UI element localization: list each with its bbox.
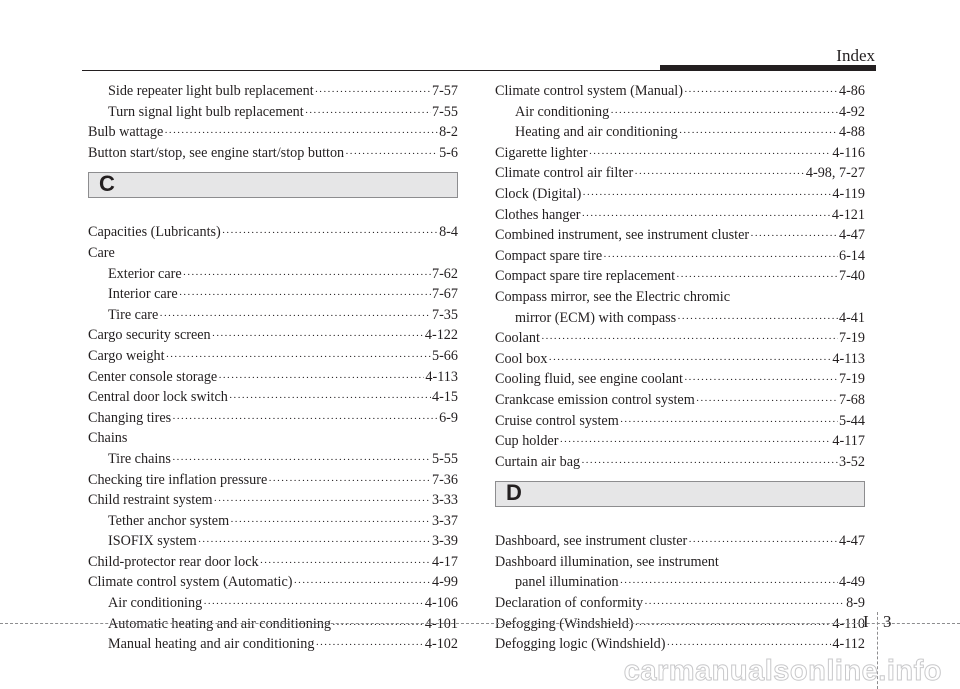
index-entry-page: 7-40 — [838, 268, 865, 285]
index-entry-label: mirror (ECM) with compass — [515, 309, 677, 326]
index-entry-label: Capacities (Lubricants) — [88, 224, 221, 241]
dot-leader — [172, 450, 431, 471]
index-entry — [495, 452, 865, 473]
index-entry-page: 8-9 — [846, 595, 865, 612]
index-entry-label: Interior care — [108, 286, 178, 303]
dot-leader — [582, 206, 831, 227]
dot-leader — [166, 347, 431, 368]
index-entry-page: 5-44 — [838, 412, 865, 429]
index-entry-label: Chains — [88, 430, 128, 447]
dot-leader — [684, 370, 838, 391]
dot-leader — [688, 532, 838, 553]
index-entry-label: Heating and air conditioning — [515, 124, 678, 141]
watermark: carmanualsonline.info — [623, 655, 942, 687]
index-entry-page: 4-17 — [431, 553, 458, 570]
index-entry — [88, 143, 458, 164]
dot-leader — [684, 82, 838, 103]
index-entry-page: 7-55 — [431, 103, 458, 120]
index-entry-label: Climate control system (Manual) — [495, 83, 683, 99]
index-entry-label: Compass mirror, see the Electric chromic — [495, 288, 731, 305]
index-entry-page: 3-37 — [431, 512, 458, 529]
dot-leader — [315, 82, 431, 103]
index-entry-page: 4-47 — [838, 227, 865, 244]
index-entry-label: Automatic heating and air conditioning — [108, 615, 332, 632]
section-header-c — [88, 172, 458, 198]
index-entry — [495, 287, 865, 308]
index-entry-label: Button start/stop, see engine start/stop button — [88, 144, 345, 161]
index-entry-page: 4-121 — [831, 206, 865, 223]
index-entry — [88, 572, 458, 593]
dot-leader — [305, 103, 431, 124]
index-entry — [88, 325, 458, 346]
index-entry — [88, 305, 458, 326]
index-entry-label: Manual heating and air conditioning — [108, 636, 315, 653]
index-entry — [495, 163, 865, 184]
index-entry-label: Compact spare tire replacement — [495, 268, 676, 285]
index-entry-page: 7-68 — [838, 391, 865, 408]
index-entry-page: 8-4 — [439, 224, 458, 241]
index-entry-page: 5-55 — [431, 450, 458, 467]
index-entry-page: 4-101 — [424, 615, 458, 632]
index-entry-page: 4-98, 7-27 — [805, 165, 865, 182]
dot-leader — [676, 267, 838, 288]
dot-leader — [268, 471, 431, 492]
index-entry-label: Checking tire inflation pressure — [88, 471, 268, 488]
index-entry-label: Defogging logic (Windshield) — [495, 636, 666, 653]
index-entry — [88, 470, 458, 491]
section-letter: D — [506, 480, 522, 506]
index-entry-label: Turn signal light bulb replacement — [108, 103, 304, 120]
index-entry-page: 4-49 — [838, 574, 865, 591]
index-entry-label: Dashboard, see instrument cluster — [495, 533, 688, 550]
index-entry — [88, 81, 458, 102]
index-entry-page: 4-122 — [424, 327, 458, 344]
index-entry-label: Climate control system (Automatic) — [88, 574, 293, 591]
index-entry — [88, 593, 458, 614]
dot-leader — [183, 265, 431, 286]
index-entry-page: 7-19 — [838, 330, 865, 347]
index-entry-label: Declaration of conformity — [495, 595, 644, 612]
index-entry-label: Cigarette lighter — [495, 144, 588, 161]
index-entry-label: Dashboard illumination, see instrument — [495, 553, 719, 570]
index-entry-label: Side repeater light bulb replacement — [108, 83, 314, 99]
index-entry-label: Crankcase emission control system — [495, 391, 695, 408]
index-entry-page: 4-102 — [424, 636, 458, 653]
index-entry-label: Care — [88, 244, 115, 261]
index-entry-label: Tire care — [108, 306, 159, 323]
dot-leader — [179, 285, 431, 306]
index-entry-label: Child restraint system — [88, 492, 213, 509]
index-entry — [88, 408, 458, 429]
index-entry-label: Bulb wattage — [88, 124, 164, 141]
index-entry — [495, 552, 865, 573]
index-entry-page: 3-33 — [431, 492, 458, 509]
index-entry — [495, 122, 865, 143]
index-entry-page: 4-110 — [832, 615, 865, 632]
section-header-d — [495, 481, 865, 507]
index-entry-label: Cup holder — [495, 433, 559, 450]
header-accent-bar — [660, 65, 876, 71]
index-entry — [495, 266, 865, 287]
dot-leader — [644, 594, 845, 615]
index-entry — [88, 102, 458, 123]
index-entry-page: 4-88 — [838, 124, 865, 141]
footer-page-number: 3 — [883, 612, 892, 631]
dot-leader — [332, 615, 424, 636]
index-entry-page: 5-6 — [439, 144, 458, 161]
index-entry-page: 3-39 — [431, 533, 458, 550]
index-entry-page: 4-15 — [431, 389, 458, 406]
index-column-right — [495, 81, 865, 655]
index-entry-page: 4-41 — [838, 309, 865, 326]
dot-leader — [541, 329, 838, 350]
page-header-title: Index — [836, 46, 875, 65]
index-entry-page: 4-99 — [431, 574, 458, 591]
index-entry-label: Curtain air bag — [495, 453, 581, 470]
index-entry-page: 4-92 — [838, 103, 865, 120]
index-entry — [88, 449, 458, 470]
index-entry — [495, 308, 865, 329]
index-entry-page: 7-36 — [431, 471, 458, 488]
dot-leader — [620, 573, 838, 594]
left-entries — [88, 222, 458, 654]
dot-leader — [582, 185, 831, 206]
index-entry-label: Tire chains — [108, 450, 171, 467]
index-entry-label: Center console storage — [88, 368, 218, 385]
dot-leader — [203, 594, 424, 615]
index-entry-page: 4-106 — [424, 595, 458, 612]
index-entry-page: 7-67 — [431, 286, 458, 303]
dot-leader — [620, 412, 838, 433]
dot-leader — [218, 368, 424, 389]
index-entry — [495, 225, 865, 246]
footer-section-label: I — [863, 612, 869, 631]
index-entry-page: 4-86 — [838, 83, 865, 99]
index-entry-label: Cool box — [495, 350, 548, 367]
index-entry — [88, 552, 458, 573]
dot-leader — [315, 635, 423, 656]
dot-leader — [212, 326, 424, 347]
index-entry-page: 4-47 — [838, 533, 865, 550]
index-entry — [495, 246, 865, 267]
section-letter: C — [99, 171, 115, 197]
index-entry-label: Cooling fluid, see engine coolant — [495, 371, 683, 388]
index-entry-label: Climate control air filter — [495, 165, 634, 182]
index-entry-label: Changing tires — [88, 409, 172, 426]
dot-leader — [677, 309, 838, 330]
dot-leader — [581, 453, 838, 474]
index-entry-label: Cargo weight — [88, 347, 165, 364]
index-entry-page: 7-35 — [431, 306, 458, 323]
index-entry — [88, 284, 458, 305]
index-entry-label: panel illumination — [515, 574, 619, 591]
dot-leader — [635, 615, 832, 636]
index-entry — [88, 490, 458, 511]
index-entry — [495, 634, 865, 655]
index-entry — [88, 367, 458, 388]
index-entry-label: Cruise control system — [495, 412, 619, 429]
index-entry — [495, 328, 865, 349]
dot-leader — [589, 144, 832, 165]
index-entry-page: 4-113 — [832, 350, 865, 367]
index-entry-page: 6-14 — [838, 247, 865, 264]
index-entry-label: Central door lock switch — [88, 389, 228, 406]
index-entry-label: Cargo security screen — [88, 327, 211, 344]
index-entry — [495, 431, 865, 452]
dot-leader — [603, 247, 838, 268]
index-entry — [88, 511, 458, 532]
index-entry-label: Combined instrument, see instrument cluster — [495, 227, 750, 244]
dot-leader — [634, 164, 805, 185]
index-entry-label: Clothes hanger — [495, 206, 581, 223]
index-entry — [88, 387, 458, 408]
right-top-entries — [495, 81, 865, 472]
index-entry-label: Tether anchor system — [108, 512, 230, 529]
index-entry-page: 7-19 — [838, 371, 865, 388]
index-entry-label: Clock (Digital) — [495, 185, 582, 202]
index-entry — [495, 102, 865, 123]
dot-leader — [750, 226, 838, 247]
index-entry-label: Child-protector rear door lock — [88, 553, 259, 570]
index-column-left — [88, 81, 458, 655]
index-entry-page: 5-66 — [431, 347, 458, 364]
dot-leader — [159, 306, 431, 327]
index-entry — [88, 346, 458, 367]
dot-leader — [559, 432, 831, 453]
dot-leader — [198, 532, 431, 553]
index-entry — [88, 531, 458, 552]
dot-leader — [345, 144, 438, 165]
index-entry — [495, 81, 865, 102]
index-entry-label: ISOFIX system — [108, 533, 197, 550]
index-entry — [88, 264, 458, 285]
dot-leader — [172, 409, 438, 430]
index-entry — [88, 222, 458, 243]
index-entry — [88, 634, 458, 655]
index-entry — [495, 390, 865, 411]
index-entry-page: 8-2 — [439, 124, 458, 141]
index-entry-page: 4-112 — [832, 636, 865, 653]
index-entry — [495, 531, 865, 552]
dot-leader — [229, 388, 431, 409]
footer-dashed-rule — [0, 623, 960, 624]
index-entry-page: 7-57 — [431, 83, 458, 99]
index-entry-page: 4-113 — [425, 368, 458, 385]
index-entry-page: 4-119 — [832, 185, 865, 202]
index-entry-label: Compact spare tire — [495, 247, 603, 264]
index-entry-page: 3-52 — [838, 453, 865, 470]
dot-leader — [294, 573, 431, 594]
dot-leader — [696, 391, 838, 412]
index-entry — [495, 572, 865, 593]
index-entry-page: 4-117 — [832, 433, 865, 450]
index-entry-label: Air conditioning — [515, 103, 610, 120]
index-entry — [88, 428, 458, 449]
index-entry — [495, 369, 865, 390]
index-entry-label: Exterior care — [108, 265, 182, 282]
dot-leader — [260, 553, 431, 574]
dot-leader — [610, 103, 838, 124]
index-entry — [495, 411, 865, 432]
left-top-entries — [88, 81, 458, 163]
dot-leader — [548, 350, 831, 371]
index-entry — [495, 205, 865, 226]
index-entry — [88, 243, 458, 264]
index-entry-page: 6-9 — [439, 409, 458, 426]
index-entry — [495, 593, 865, 614]
dot-leader — [164, 123, 438, 144]
index-entry-page: 4-116 — [832, 144, 865, 161]
index-entry-label: Defogging (Windshield) — [495, 615, 634, 632]
dot-leader — [666, 635, 831, 656]
dot-leader — [679, 123, 838, 144]
index-entry-page: 7-62 — [431, 265, 458, 282]
dot-leader — [230, 512, 431, 533]
index-entry-label: Coolant — [495, 330, 540, 347]
right-entries — [495, 531, 865, 655]
index-entry — [495, 143, 865, 164]
index-entry — [88, 122, 458, 143]
index-entry — [495, 184, 865, 205]
index-entry — [495, 349, 865, 370]
index-entry-label: Air conditioning — [108, 595, 203, 612]
dot-leader — [222, 223, 438, 244]
dot-leader — [214, 491, 431, 512]
